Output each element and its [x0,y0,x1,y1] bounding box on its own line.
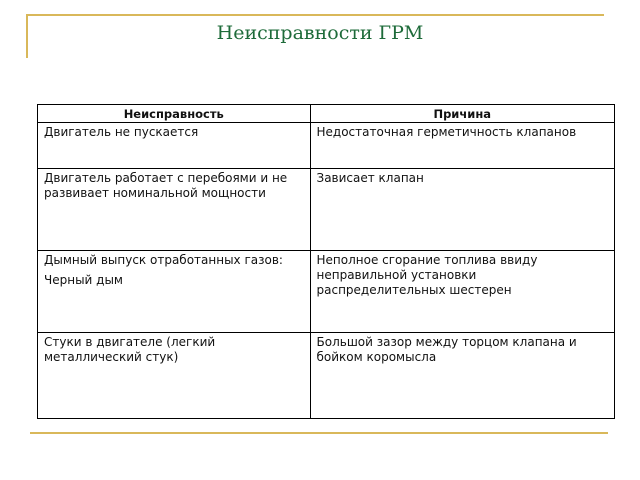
fault-subtext: Черный дым [44,273,123,287]
header-cause: Причина [310,105,615,123]
header-fault: Неисправность [38,105,311,123]
cause-text: Большой зазор между торцом клапана и бойком коромысла [316,335,577,364]
bottom-decorative-line [30,432,608,434]
cause-cell [310,251,615,333]
table-row [38,169,615,251]
fault-cell [38,251,311,333]
fault-cell [38,333,311,419]
cause-cell [310,333,615,419]
fault-cell [38,169,311,251]
cause-text: Неполное сгорание топлива ввиду неправильной установки распределительных шестерен [316,253,538,297]
table-row [38,123,615,169]
cause-text: Зависает клапан [316,171,424,185]
fault-text: Стуки в двигателе (легкий металлический стук) [44,335,216,364]
cause-text: Недостаточная герметичность клапанов [316,125,577,139]
top-decorative-line [26,14,604,16]
fault-text: Дымный выпуск отработанных газов: [44,253,283,267]
fault-text: Двигатель не пускается [44,125,199,139]
cause-cell [310,123,615,169]
fault-text: Двигатель работает с перебоями и не развивает номинальной мощности [44,171,288,200]
table-row [38,333,615,419]
faults-table [37,104,615,419]
table-row [38,251,615,333]
cause-cell [310,169,615,251]
fault-cell [38,123,311,169]
slide-title: Неисправности ГРМ [216,22,424,44]
table-header-row [38,105,615,123]
